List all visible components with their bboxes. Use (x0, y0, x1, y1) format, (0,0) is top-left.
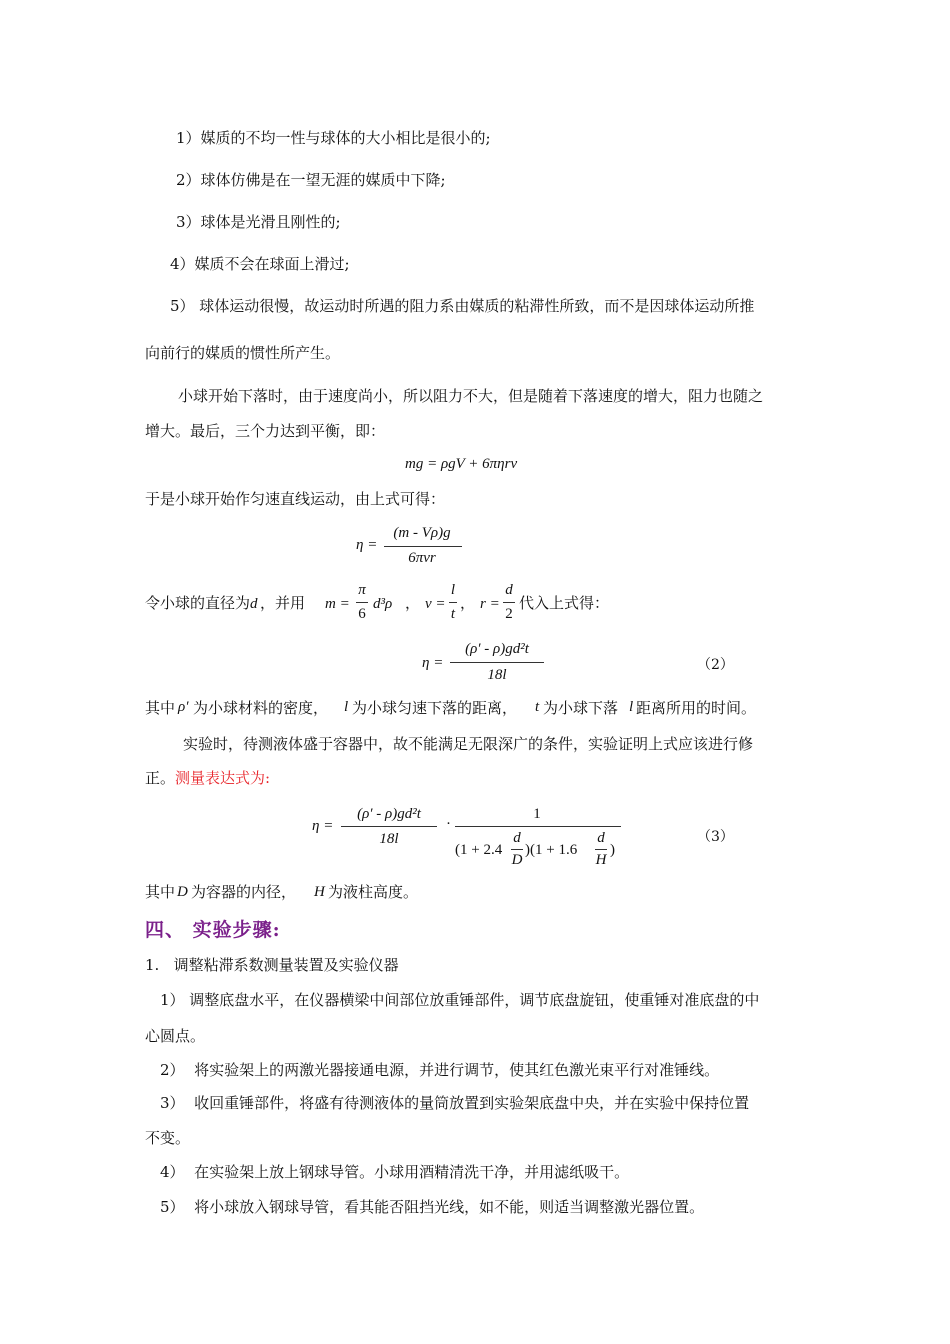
assumption-5-cont: 向前行的媒质的惯性所产生。 (145, 344, 341, 362)
where1-t: t (535, 699, 540, 715)
para-fall-line1: 小球开始下落时，由于速度尚小，所以阻力不大，但是随着下落速度的增大，阻力也随之 (178, 387, 764, 405)
sub-d3rho: d³ρ (373, 596, 393, 612)
where1-e: 距离所用的时间。 (636, 699, 757, 717)
section-heading: 四、 实验步骤: (145, 919, 281, 941)
sub-dd: d (505, 582, 513, 598)
sub-six: 6 (358, 606, 366, 622)
eq3-d1: d (513, 830, 521, 846)
assumption-2: 2）球体仿佛是在一望无涯的媒质中下降; (176, 171, 446, 189)
eq1-numerator: (m - Vρ)g (393, 525, 451, 541)
where1-b: 为小球材料的密度， (193, 699, 329, 717)
eq3-H: H (595, 852, 607, 868)
equation-balance: mg = ρgV + 6πηrv (405, 456, 518, 472)
sub-v: v = (425, 596, 446, 612)
where1-l2: l (629, 699, 634, 715)
sub-t: t (450, 606, 456, 622)
eq3-dH-bar (595, 849, 607, 850)
assumption-3: 3）球体是光滑且刚性的; (176, 213, 341, 231)
step-1-2: 2） 将实验架上的两激光器接通电源，并进行调节，使其红色激光束平行对准锤线。 (160, 1061, 720, 1079)
para-uniform: 于是小球开始作匀速直线运动，由上式可得： (145, 490, 446, 508)
where1-l: l (344, 699, 349, 715)
where1-c: 为小球匀速下落的距离， (352, 699, 518, 717)
where2-H: H (314, 884, 325, 900)
step-1-4: 4） 在实验架上放上钢球导管。小球用酒精清洗干净，并用滤纸吸干。 (160, 1163, 630, 1181)
eq3-lhs: η = (312, 818, 334, 834)
eq3-dD-bar (511, 849, 523, 850)
para-correct-line1: 实验时，待测液体盛于容器中，故不能满足无限深广的条件，实验证明上式应该进行修 (183, 735, 754, 753)
eq3-number: （3） (697, 829, 734, 845)
eq3-den2-c: ) (610, 842, 615, 858)
sub-text-b: ，并用 (260, 594, 306, 612)
sub-l: l (450, 582, 456, 598)
eq3-dot: · (446, 816, 451, 832)
sub-m: m = (325, 596, 350, 612)
where2-b: 为容器的内径， (191, 883, 297, 901)
where1-a: 其中 (145, 699, 176, 717)
eq1-lhs: η = (356, 537, 378, 553)
eq2-number: （2） (697, 657, 734, 673)
eq2-lhs: η = (422, 655, 444, 671)
eq3-d2: d (597, 830, 605, 846)
eq2-numerator: (ρ′ - ρ)gd²t (465, 641, 529, 657)
sub-comma-2: ， (460, 594, 476, 612)
eq3-den2-b: )(1 + 1.6 (525, 842, 578, 858)
sub-r: r = (480, 596, 500, 612)
para-fall-line2: 增大。最后，三个力达到平衡，即： (145, 422, 386, 440)
step-1-3: 3） 收回重锤部件，将盛有待测液体的量筒放置到实验架底盘中央，并在实验中保持位置 (160, 1094, 750, 1112)
assumption-4: 4）媒质不会在球面上滑过; (170, 255, 350, 273)
step1-title: 1. 调整粘滞系数测量装置及实验仪器 (145, 956, 399, 974)
sub-pi: π (358, 582, 366, 598)
sub-lt-bar (449, 602, 457, 603)
where2-a: 其中 (145, 883, 176, 901)
where2-c: 为液柱高度。 (328, 883, 419, 901)
eq3-numerator-1: (ρ′ - ρ)gd²t (357, 806, 421, 822)
step-1-1: 1） 调整底盘水平，在仪器横梁中间部位放重锤部件，调节底盘旋钮，使重锤对准底盘的中 (160, 991, 760, 1009)
where1-rho: ρ′ (178, 699, 189, 715)
eq3-fraction-bar-1 (341, 826, 437, 827)
eq1-denominator: 6πvr (408, 550, 436, 566)
sub-d2-bar (503, 602, 515, 603)
eq3-fraction-bar-2 (455, 826, 621, 827)
where1-d: 为小球下落 (543, 699, 619, 717)
para-correct-line2 (145, 768, 270, 788)
sub-comma-1: ， (405, 594, 421, 612)
sub-text-c: 代入上式得： (519, 594, 610, 612)
eq3-numerator-2: 1 (533, 806, 541, 822)
step-1-1-cont: 心圆点。 (145, 1027, 206, 1045)
para-correct-zheng: 正。 (145, 769, 176, 787)
sub-two: 2 (505, 606, 513, 622)
where2-D: D (177, 884, 188, 900)
eq2-fraction-bar (450, 662, 544, 663)
measurement-expression-label: 测量表达式为: (175, 769, 271, 787)
sub-d: d (250, 596, 258, 612)
step-1-5: 5） 将小球放入钢球导管，看其能否阻挡光线，如不能，则适当调整激光器位置。 (160, 1198, 705, 1216)
eq1-fraction-bar (384, 546, 462, 547)
eq2-denominator: 18l (487, 667, 507, 683)
eq3-den2-a: (1 + 2.4 (455, 842, 503, 858)
eq3-D: D (511, 852, 523, 868)
assumption-1: 1）媒质的不均一性与球体的大小相比是很小的; (176, 129, 491, 147)
sub-text-a: 令小球的直径为 (145, 594, 251, 612)
step-1-3-cont: 不变。 (145, 1129, 191, 1147)
eq3-denominator-1: 18l (379, 831, 399, 847)
assumption-5: 5） 球体运动很慢，故运动时所遇的阻力系由媒质的粘滞性所致，而不是因球体运动所推 (170, 297, 755, 315)
sub-pi-bar (356, 602, 368, 603)
